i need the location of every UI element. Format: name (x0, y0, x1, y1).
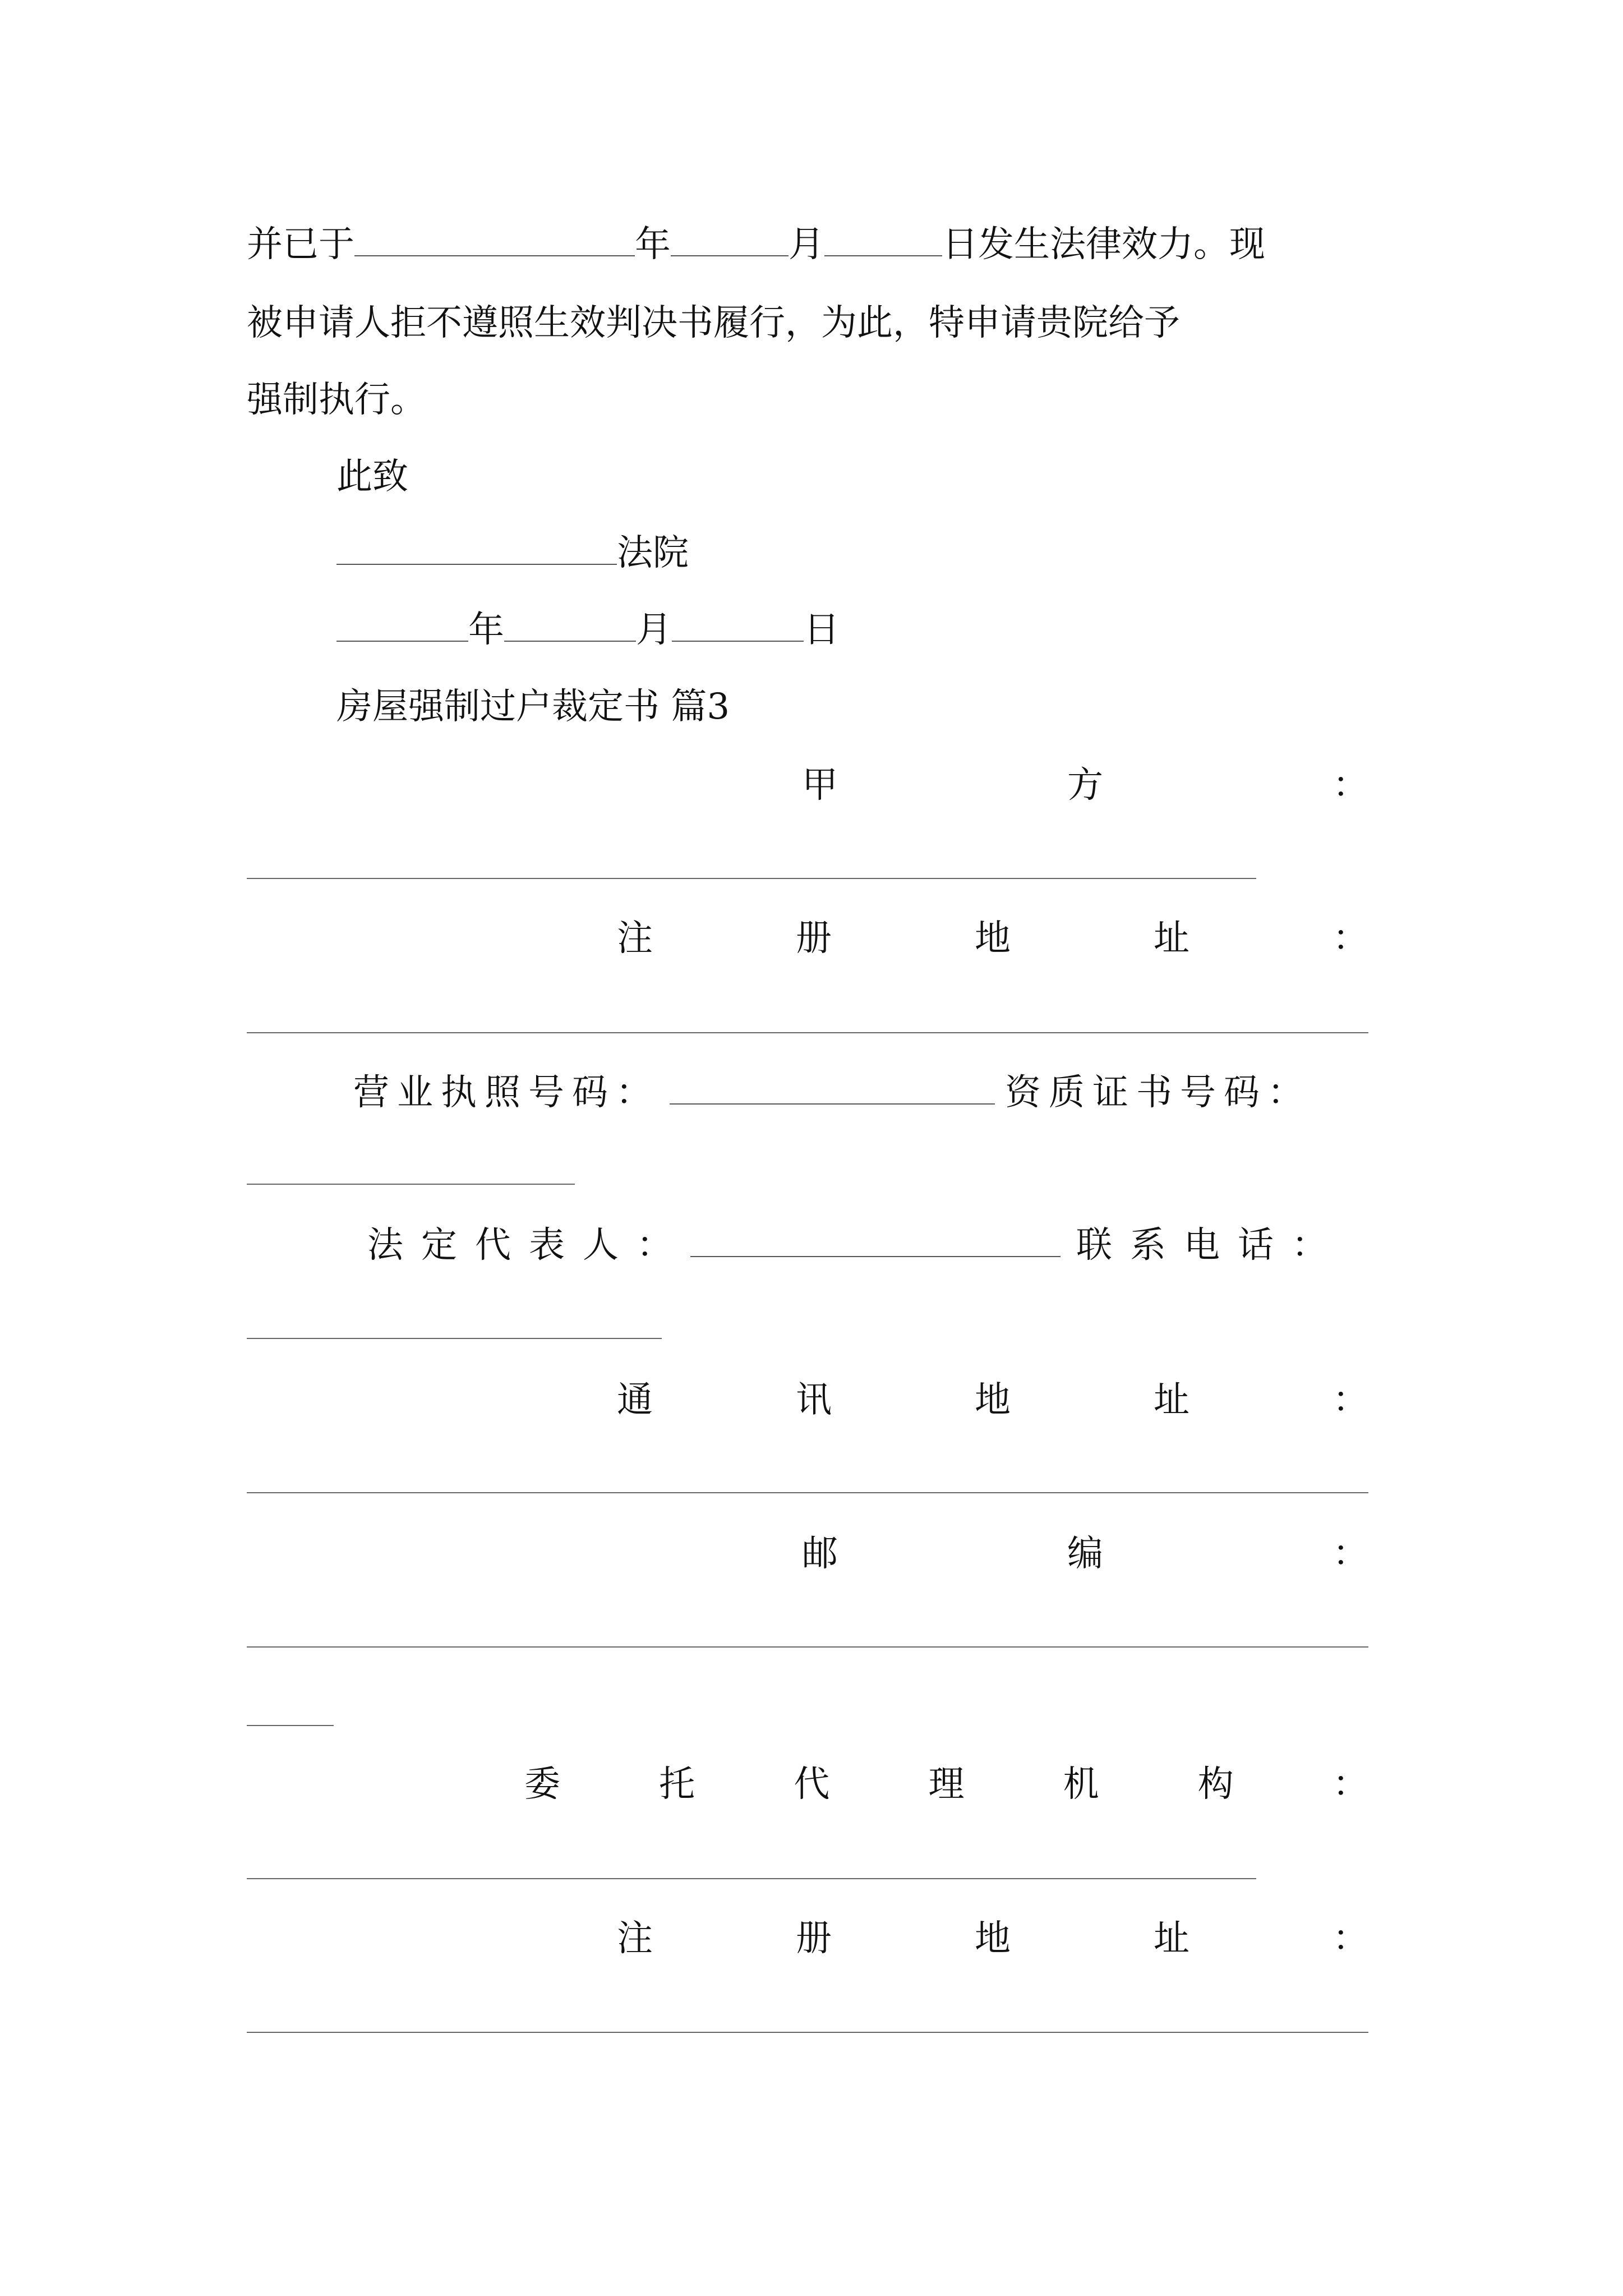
agent-reg-address-label-row (617, 1912, 1368, 1966)
agent-reg-address-char-1: 注 (617, 1918, 653, 1959)
agent-fill-line[interactable] (247, 1878, 1256, 1879)
postcode-char-2: 编 (1067, 1533, 1103, 1575)
qualification-fill-line[interactable] (247, 1184, 575, 1185)
comm-address-label-row (617, 1373, 1368, 1427)
paragraph-line-3: 强制执行。 (247, 379, 426, 421)
text-prefix: 并已于 (247, 224, 354, 265)
blank-court-field[interactable] (336, 557, 617, 565)
colon: ： (1332, 765, 1368, 806)
agent-char-1: 委 (524, 1764, 560, 1805)
colon: ： (1332, 918, 1368, 959)
reg-address-char-4: 址 (1154, 918, 1189, 959)
colon: ： (1332, 1764, 1368, 1805)
reg-address-char-1: 注 (617, 918, 653, 959)
reg-address-char-3: 地 (975, 918, 1011, 959)
agent-reg-address-char-4: 址 (1154, 1918, 1189, 1959)
postcode-label-row (802, 1527, 1368, 1581)
blank-date-field[interactable] (354, 249, 635, 256)
agent-reg-address-char-3: 地 (975, 1918, 1011, 1959)
reg-address-char-2: 册 (796, 918, 832, 959)
agent-char-6: 构 (1197, 1764, 1234, 1805)
text-court: 法院 (617, 532, 689, 574)
legal-rep-field[interactable] (690, 1249, 1061, 1257)
colon: ： (1332, 1918, 1368, 1959)
postcode-fill-line[interactable] (247, 1646, 1368, 1648)
party-a-char-1: 甲 (802, 765, 838, 806)
paragraph-line-2: 被申请人拒不遵照生效判决书履行，为此，特申请贵院给予 (247, 302, 1180, 344)
agent-label-row (524, 1757, 1368, 1811)
colon: ： (1332, 1533, 1368, 1575)
comm-address-char-1: 通 (617, 1379, 653, 1421)
closing-court (336, 526, 689, 580)
text-month: 月 (789, 224, 824, 265)
blank-day-field[interactable] (824, 249, 942, 256)
colon: ： (1332, 1379, 1368, 1421)
reg-address-label-row (617, 912, 1368, 965)
postcode-char-1: 邮 (802, 1533, 838, 1575)
license-row (353, 1066, 1368, 1120)
agent-reg-address-char-2: 册 (796, 1918, 832, 1959)
blank-closing-month[interactable] (504, 634, 636, 642)
reg-address-fill-line[interactable] (247, 1032, 1368, 1033)
blank-closing-day[interactable] (672, 634, 804, 642)
license-label: 营业执照号码： (353, 1072, 660, 1114)
agent-reg-address-fill-line[interactable] (247, 2032, 1368, 2033)
legal-rep-label: 法定代表人： (367, 1225, 690, 1266)
legal-rep-row (367, 1218, 1368, 1272)
comm-address-char-2: 讯 (796, 1379, 832, 1421)
text-closing-year: 年 (468, 609, 504, 651)
section-title: 房屋强制过户裁定书 篇3 (336, 686, 730, 728)
phone-fill-line[interactable] (247, 1338, 662, 1339)
text-closing-day: 日 (804, 609, 840, 651)
agent-char-5: 机 (1063, 1764, 1099, 1805)
party-a-char-2: 方 (1067, 765, 1103, 806)
comm-address-char-4: 址 (1154, 1379, 1189, 1421)
agent-char-4: 理 (928, 1764, 965, 1805)
closing-date (336, 603, 840, 657)
party-a-label-row (802, 758, 1368, 812)
paragraph-line-1 (247, 218, 1265, 272)
phone-label: 联系电话： (1076, 1225, 1345, 1266)
party-a-fill-line[interactable] (247, 878, 1256, 879)
closing-salute: 此致 (336, 456, 408, 498)
agent-char-3: 代 (794, 1764, 830, 1805)
license-number-field[interactable] (670, 1097, 995, 1105)
postcode-fill-line-cont[interactable] (247, 1725, 334, 1726)
blank-closing-year[interactable] (336, 634, 468, 642)
text-closing-month: 月 (636, 609, 672, 651)
blank-month-field[interactable] (671, 249, 789, 256)
text-suffix: 日发生法律效力。现 (942, 224, 1265, 265)
comm-address-char-3: 地 (975, 1379, 1011, 1421)
qualification-label: 资质证书号码： (1005, 1072, 1311, 1114)
comm-address-fill-line[interactable] (247, 1492, 1368, 1493)
agent-char-2: 托 (659, 1764, 695, 1805)
text-year: 年 (635, 224, 671, 265)
